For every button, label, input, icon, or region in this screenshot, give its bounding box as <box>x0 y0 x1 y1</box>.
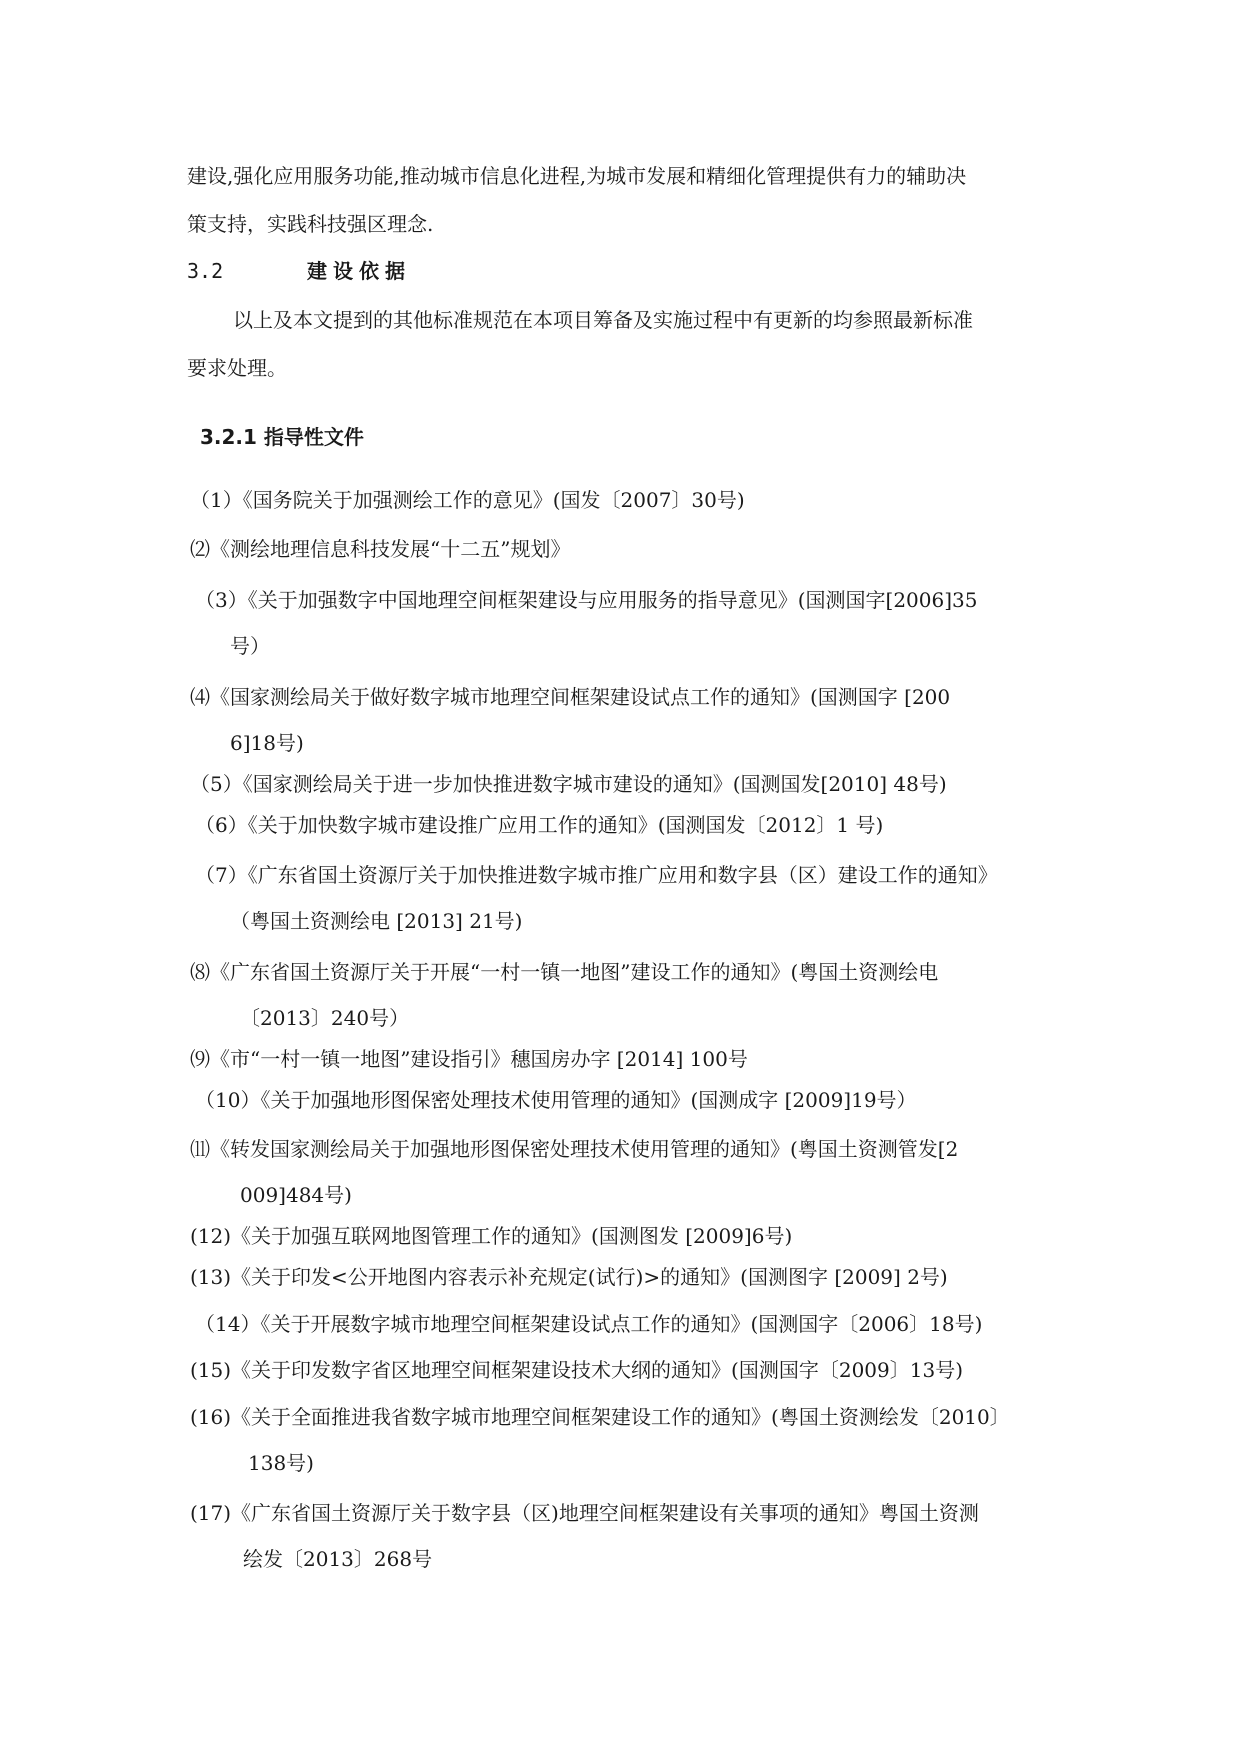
reference-item: ⑵《测绘地理信息科技发展“十二五”规划》 <box>190 537 571 561</box>
reference-item-continuation: 绘发〔2013〕268号 <box>243 1547 433 1571</box>
reference-item: (17)《广东省国土资源厅关于数字县（区)地理空间框架建设有关事项的通知》粤国土资测 <box>190 1501 979 1525</box>
reference-item-continuation: 〔2013〕240号） <box>240 1006 410 1030</box>
reference-item: （1）《国务院关于加强测绘工作的意见》(国发〔2007〕30号) <box>190 488 745 512</box>
section-paragraph-line-1: 以上及本文提到的其他标准规范在本项目筹备及实施过程中有更新的均参照最新标准 <box>233 308 973 332</box>
reference-item: ⑾《转发国家测绘局关于加强地形图保密处理技术使用管理的通知》(粤国土资测管发[2 <box>190 1137 959 1161</box>
subsection-title: 3.2.1 指导性文件 <box>200 425 364 449</box>
section-paragraph-line-2: 要求处理。 <box>187 356 287 380</box>
section-heading <box>187 258 487 284</box>
reference-item: ⑼《市“一村一镇一地图”建设指引》穗国房办字 [2014] 100号 <box>190 1047 748 1071</box>
reference-item: （10）《关于加强地形图保密处理技术使用管理的通知》(国测成字 [2009]19号） <box>195 1088 917 1112</box>
reference-item: （14）《关于开展数字城市地理空间框架建设试点工作的通知》(国测国字〔2006〕18号) <box>195 1312 983 1336</box>
reference-item: ⑻《广东省国土资源厅关于开展“一村一镇一地图”建设工作的通知》(粤国土资测绘电 <box>190 960 939 984</box>
reference-item-continuation: 009]484号) <box>240 1183 352 1207</box>
reference-item-continuation: （粤国土资测绘电 [2013] 21号) <box>230 909 523 933</box>
reference-item: (13)《关于印发<公开地图内容表示补充规定(试行)>的通知》(国测图字 [2009] 2号) <box>190 1265 948 1289</box>
intro-line-2: 策支持，实践科技强区理念. <box>187 212 434 236</box>
reference-item: (16)《关于全面推进我省数字城市地理空间框架建设工作的通知》(粤国土资测绘发〔2010〕 <box>190 1405 1010 1429</box>
reference-item: （7）《广东省国土资源厅关于加快推进数字城市推广应用和数字县（区）建设工作的通知》 <box>195 863 998 887</box>
reference-item-continuation: 6]18号) <box>230 731 304 755</box>
reference-item: （3）《关于加强数字中国地理空间框架建设与应用服务的指导意见》(国测国字[2006]35 <box>195 588 978 612</box>
reference-item-continuation: 138号) <box>248 1451 314 1475</box>
intro-line-1: 建设,强化应用服务功能,推动城市信息化进程,为城市发展和精细化管理提供有力的辅助决 <box>187 164 967 188</box>
reference-item: (12)《关于加强互联网地图管理工作的通知》(国测图发 [2009]6号) <box>190 1224 793 1248</box>
reference-item-continuation: 号） <box>230 634 270 658</box>
section-number: 3.2 <box>187 259 224 283</box>
reference-item: (15)《关于印发数字省区地理空间框架建设技术大纲的通知》(国测国字〔2009〕13号) <box>190 1358 964 1382</box>
section-title: 建设依据 <box>307 259 411 283</box>
reference-item: （5）《国家测绘局关于进一步加快推进数字城市建设的通知》(国测国发[2010] 48号) <box>190 772 947 796</box>
reference-item: （6）《关于加快数字城市建设推广应用工作的通知》(国测国发〔2012〕1 号) <box>195 813 884 837</box>
reference-item: ⑷《国家测绘局关于做好数字城市地理空间框架建设试点工作的通知》(国测国字 [200 <box>190 685 951 709</box>
